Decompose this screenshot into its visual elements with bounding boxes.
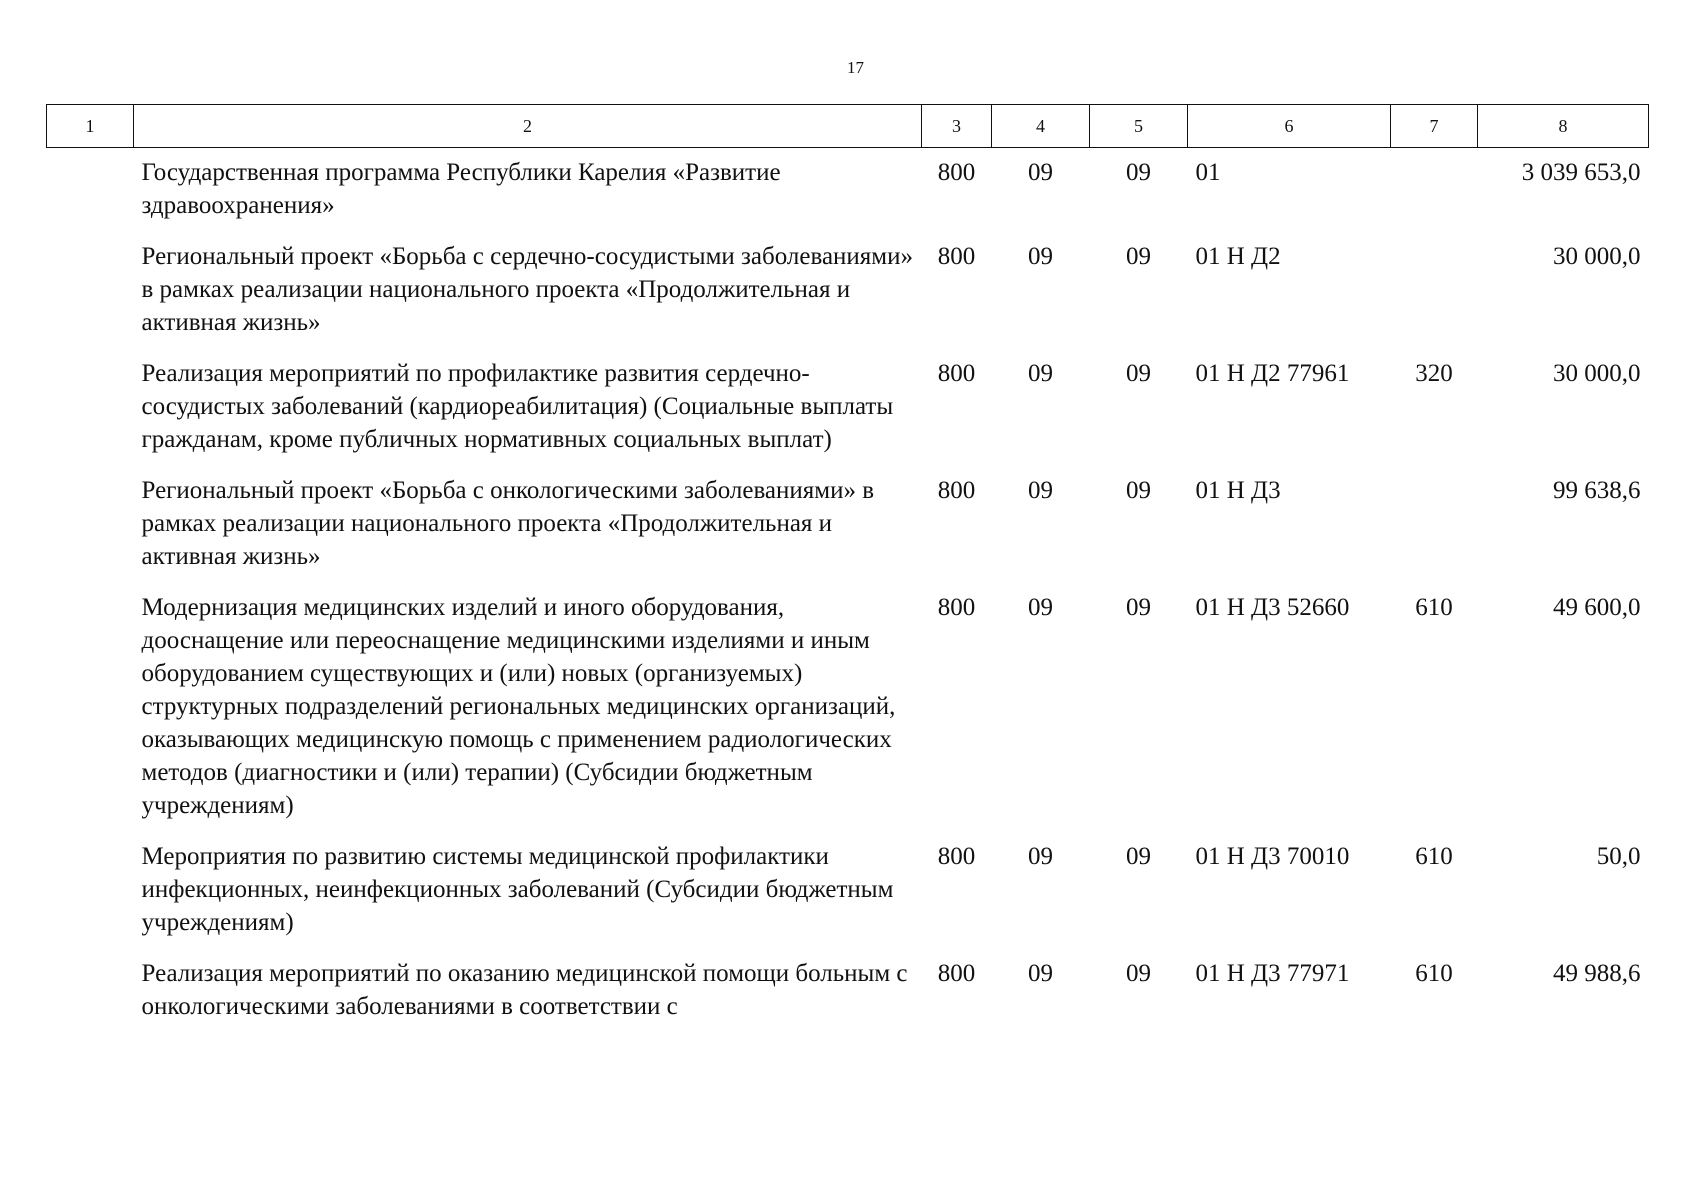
row-col-5: 09	[1126, 843, 1151, 870]
table-row	[47, 348, 1649, 465]
table-row	[47, 948, 1649, 1032]
row-description: Региональный проект «Борьба с сердечно-сосудистыми заболеваниями» в рамках реализации национального проекта «Продолжительная и активная жизнь»	[141, 243, 913, 336]
row-col-7: 610	[1415, 594, 1453, 621]
row-col-5: 09	[1126, 360, 1151, 387]
header-col-5: 5	[1090, 105, 1188, 148]
header-col-2: 2	[134, 105, 922, 148]
row-amount: 49 600,0	[1553, 594, 1641, 621]
row-number	[47, 348, 134, 465]
row-col-7: 610	[1415, 843, 1453, 870]
row-col-4: 09	[1028, 843, 1053, 870]
row-number	[47, 831, 134, 948]
row-col-7: 320	[1415, 360, 1453, 387]
row-amount: 49 988,6	[1553, 960, 1641, 987]
row-col-7	[1391, 148, 1478, 232]
row-number	[47, 231, 134, 348]
row-amount: 50,0	[1596, 843, 1641, 870]
row-col-6: 01 Н Д2	[1195, 243, 1281, 270]
row-col-6: 01 Н Д3	[1195, 477, 1281, 504]
table-row	[47, 831, 1649, 948]
row-description: Реализация мероприятий по оказанию медицинской помощи больным с онкологическими заболеваниями в соответствии с	[141, 960, 908, 1020]
row-col-3: 800	[937, 477, 976, 504]
row-col-6: 01 Н Д3 70010	[1195, 843, 1350, 870]
row-col-3: 800	[937, 960, 976, 987]
row-col-3: 800	[937, 360, 976, 387]
row-col-7: 610	[1415, 960, 1453, 987]
row-number	[47, 465, 134, 582]
row-col-4: 09	[1028, 594, 1053, 621]
table-row	[47, 148, 1649, 232]
header-col-4: 4	[992, 105, 1090, 148]
header-col-1: 1	[47, 105, 134, 148]
row-col-7	[1391, 231, 1478, 348]
row-description: Модернизация медицинских изделий и иного оборудования, дооснащение или переоснащение медицинскими изделиями и иным оборудованием существующих и (или) новых (организуемых) структурных подразделений региональных медицинских организаций, оказывающих медицинскую помощь с применением радиологических методов (диагностики и (или) терапии) (Субсидии бюджетным учреждениям)	[141, 594, 896, 819]
row-amount: 30 000,0	[1553, 243, 1641, 270]
row-amount: 3 039 653,0	[1521, 159, 1641, 186]
row-col-5: 09	[1126, 159, 1151, 186]
row-description: Реализация мероприятий по профилактике развития сердечно-сосудистых заболеваний (кардиореабилитация) (Социальные выплаты гражданам, кроме публичных нормативных социальных выплат)	[141, 360, 894, 453]
row-col-6: 01	[1195, 159, 1221, 186]
page-number: 17	[847, 58, 864, 77]
row-number	[47, 948, 134, 1032]
table-body	[47, 148, 1649, 1033]
table-header	[47, 105, 1649, 148]
row-col-5: 09	[1126, 243, 1151, 270]
table-row	[47, 231, 1649, 348]
row-col-5: 09	[1126, 960, 1151, 987]
row-col-4: 09	[1028, 243, 1053, 270]
row-description: Региональный проект «Борьба с онкологическими заболеваниями» в рамках реализации национального проекта «Продолжительная и активная жизнь»	[141, 477, 875, 570]
row-col-3: 800	[937, 243, 976, 270]
row-col-3: 800	[937, 159, 976, 186]
row-col-7	[1391, 465, 1478, 582]
row-col-3: 800	[937, 594, 976, 621]
header-col-8: 8	[1478, 105, 1649, 148]
row-col-6: 01 Н Д2 77961	[1195, 360, 1350, 387]
row-col-4: 09	[1028, 960, 1053, 987]
row-col-3: 800	[937, 843, 976, 870]
row-description: Мероприятия по развитию системы медицинской профилактики инфекционных, неинфекционных заболеваний (Субсидии бюджетным учреждениям)	[141, 843, 894, 936]
row-col-6: 01 Н Д3 77971	[1195, 960, 1350, 987]
header-row	[47, 105, 1649, 148]
row-col-6: 01 Н Д3 52660	[1195, 594, 1350, 621]
row-col-4: 09	[1028, 360, 1053, 387]
row-col-5: 09	[1126, 594, 1151, 621]
row-col-4: 09	[1028, 477, 1053, 504]
row-amount: 30 000,0	[1553, 360, 1641, 387]
row-amount: 99 638,6	[1553, 477, 1641, 504]
table-row	[47, 582, 1649, 831]
row-number	[47, 148, 134, 232]
header-col-6: 6	[1188, 105, 1391, 148]
table-row	[47, 465, 1649, 582]
row-number	[47, 582, 134, 831]
row-description: Государственная программа Республики Карелия «Развитие здравоохранения»	[141, 159, 781, 219]
row-col-4: 09	[1028, 159, 1053, 186]
header-col-3: 3	[922, 105, 992, 148]
header-col-7: 7	[1391, 105, 1478, 148]
budget-table	[46, 104, 1649, 1032]
row-col-5: 09	[1126, 477, 1151, 504]
